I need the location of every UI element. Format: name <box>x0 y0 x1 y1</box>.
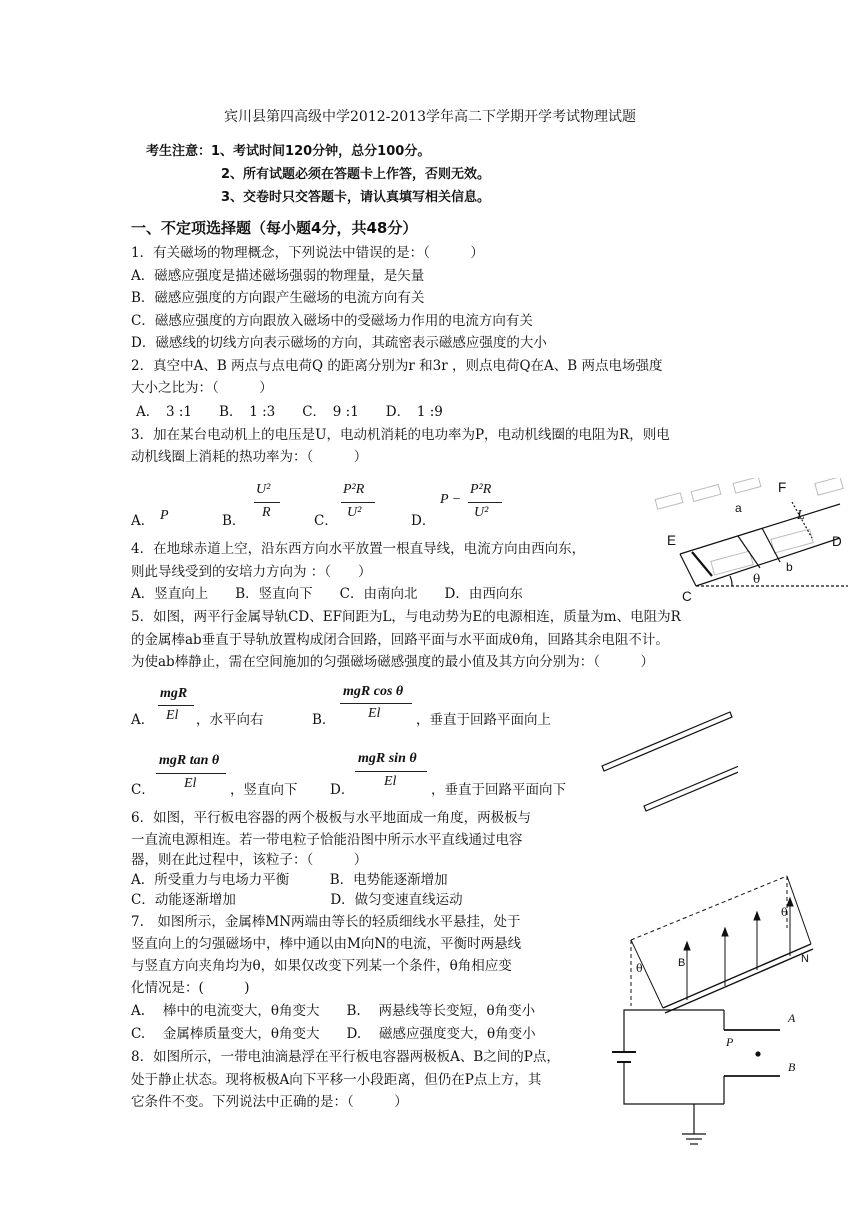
q3-d-prefix: P − <box>440 492 462 507</box>
q5-label-b-opt: B． <box>312 712 336 728</box>
q3-b-denominator: R <box>262 505 271 520</box>
q6-figure <box>598 708 738 818</box>
q7-label-theta-right: θ <box>781 906 788 919</box>
q3-option-a: P <box>160 508 169 523</box>
q7-stem-4: 化情况是：( ) <box>131 980 250 996</box>
q7-stem-2: 竖直向上的匀强磁场中，棒中通以由M向N的电流，平衡时两悬线 <box>131 936 522 952</box>
q5-stem-3: 为使ab棒静止，需在空间施加的匀强磁场磁感强度的最小值及其方向分别为：（ ） <box>131 654 654 670</box>
q3-d-numerator: P²R <box>470 482 492 497</box>
q1-option-c: C．磁感应强度的方向跟放入磁场中的受磁场力作用的电流方向有关 <box>131 313 533 329</box>
q5-stem-1: 5．如图，两平行金属导轨CD、EF间距为L，与电动势为E的电源相连，质量为m、电阻为R <box>131 609 681 625</box>
q5-c-tail: ，竖直向下 <box>230 782 298 798</box>
notice-line-3: 3、交卷时只交答题卡，请认真填写相关信息。 <box>221 190 491 205</box>
q7-label-theta-left: θ <box>636 962 643 975</box>
q5-label-b: b <box>786 560 793 574</box>
q7-label-N: N <box>801 953 809 965</box>
q7-stem-1: 7. 如图所示，金属棒MN两端由等长的轻质细线水平悬挂，处于 <box>131 914 521 930</box>
q7-options-1: A. 棒中的电流变大，θ角变大 B. 两悬线等长变短，θ角变小 <box>131 1003 536 1019</box>
q5-label-a: a <box>735 501 742 515</box>
q5-c-numerator: mgR tan θ <box>159 753 220 768</box>
q3-c-fraction-bar <box>341 502 375 503</box>
q3-c-numerator: P²R <box>343 482 365 497</box>
q5-stem-2: 的金属棒ab垂直于导轨放置构成闭合回路，回路平面与水平面成θ角，回路其余电阻不计。 <box>131 632 669 648</box>
q5-b-denominator: El <box>368 706 381 721</box>
q5-a-tail: ，水平向右 <box>196 712 264 728</box>
q3-b-numerator: U² <box>256 482 271 497</box>
q8-stem-2: 处于静止状态。现将板极A向下平移一小段距离，但仍在P点上方，其 <box>131 1072 542 1088</box>
notice-line-2: 2、所有试题必须在答题卡上作答，否则无效。 <box>221 167 491 182</box>
q2-options: A． 3 :1 B． 1 :3 C． 9 :1 D． 1 :9 <box>136 404 443 420</box>
q7-figure <box>615 868 825 1018</box>
q8-label-P: P <box>726 1035 734 1049</box>
q8-stem-1: 8．如图所示，一带电油滴悬浮在平行板电容器两极板A、B之间的P点， <box>131 1049 560 1065</box>
q5-c-fraction-bar <box>156 773 226 774</box>
q2-stem-2: 大小之比为：（ ） <box>131 380 273 396</box>
q5-d-numerator: mgR sin θ <box>358 751 417 766</box>
q5-d-fraction-bar <box>355 771 427 772</box>
q3-label-a: A． <box>131 513 155 529</box>
q5-b-tail: ，垂直于回路平面向上 <box>416 712 551 728</box>
q5-label-d-opt: D． <box>330 782 355 798</box>
q5-a-fraction-bar <box>158 705 194 706</box>
q8-figure <box>600 1000 800 1150</box>
q5-a-numerator: mgR <box>160 686 188 701</box>
q3-stem-1: 3．加在某台电动机上的电压是U，电动机消耗的电功率为P，电动机线圈的电阻为R，则电 <box>131 427 670 443</box>
notice-line-1: 考生注意：1、考试时间120分钟，总分100分。 <box>146 144 431 159</box>
q3-stem-2: 动机线圈上消耗的热功率为：（ ） <box>131 449 368 465</box>
q5-d-denominator: El <box>384 774 397 789</box>
q5-b-numerator: mgR cos θ <box>343 684 404 699</box>
q5-label-theta: θ <box>753 572 761 586</box>
q8-label-A: A <box>788 1011 796 1025</box>
q8-stem-3: 它条件不变。下列说法中正确的是：（ ） <box>131 1094 408 1110</box>
q3-c-denominator: U² <box>347 505 362 520</box>
q3-d-fraction-bar <box>468 502 502 503</box>
q6-stem-1: 6．如图，平行板电容器的两个极板与水平地面成一角度，两极板与 <box>131 810 532 826</box>
q6-stem-3: 器，则在此过程中，该粒子：（ ） <box>131 852 368 868</box>
q5-c-denominator: El <box>184 776 197 791</box>
paper-title: 宾川县第四高级中学2012-2013学年高二下学期开学考试物理试题 <box>224 109 636 125</box>
q3-b-fraction-bar <box>254 502 280 503</box>
q6-stem-2: 一直流电源相连。若一带电粒子恰能沿图中所示水平直线通过电容 <box>131 832 523 848</box>
q3-d-denominator: U² <box>474 505 489 520</box>
q5-label-E: E <box>667 533 677 548</box>
q5-b-fraction-bar <box>340 703 412 704</box>
q1-option-d: D．磁感线的切线方向表示磁场的方向，其疏密表示磁感应强度的大小 <box>131 335 547 351</box>
q7-options-2: C. 金属棒质量变大，θ角变大 D. 磁感应强度变大，θ角变小 <box>131 1026 536 1042</box>
q7-label-B: B <box>678 957 686 969</box>
q5-figure <box>652 478 852 596</box>
q3-label-b: B． <box>222 513 246 529</box>
q5-d-tail: ，垂直于回路平面向下 <box>431 782 566 798</box>
q4-options: A．竖直向上 B．竖直向下 C．由南向北 D．由西向东 <box>131 586 523 602</box>
q1-stem: 1．有关磁场的物理概念，下列说法中错误的是：（ ） <box>131 245 484 261</box>
q6-options-1: A．所受重力与电场力平衡 B．电势能逐渐增加 <box>131 872 448 888</box>
q6-options-2: C．动能逐渐增加 D．做匀变速直线运动 <box>131 892 463 908</box>
q5-label-F: F <box>778 480 787 495</box>
q4-stem-2: 则此导线受到的安培力方向为 ：（ ） <box>131 564 372 580</box>
q5-a-denominator: El <box>166 708 179 723</box>
q5-label-C: C <box>682 589 692 604</box>
q5-label-D: D <box>832 534 842 549</box>
q1-option-b: B．磁感应强度的方向跟产生磁场的电流方向有关 <box>131 290 425 306</box>
q2-stem-1: 2．真空中A、B 两点与点电荷Q 的距离分别为r 和3r ，则点电荷Q在A、B 两点电场强度 <box>131 358 663 374</box>
q5-label-L: L <box>797 508 805 523</box>
q8-label-B: B <box>788 1060 796 1074</box>
q5-label-c-opt: C． <box>131 782 155 798</box>
q5-label-a-opt: A． <box>131 712 155 728</box>
section-heading: 一、不定项选择题（每小题4分，共48分） <box>131 219 418 237</box>
q1-option-a: A．磁感应强度是描述磁场强弱的物理量，是矢量 <box>131 268 425 284</box>
q3-label-c: C． <box>314 513 338 529</box>
q4-stem-1: 4．在地球赤道上空，沿东西方向水平放置一根直导线，电流方向由西向东， <box>131 541 586 557</box>
q3-label-d: D． <box>411 513 436 529</box>
q7-stem-3: 与竖直方向夹角均为θ，如果仅改变下列某一个条件，θ角相应变 <box>131 958 512 974</box>
